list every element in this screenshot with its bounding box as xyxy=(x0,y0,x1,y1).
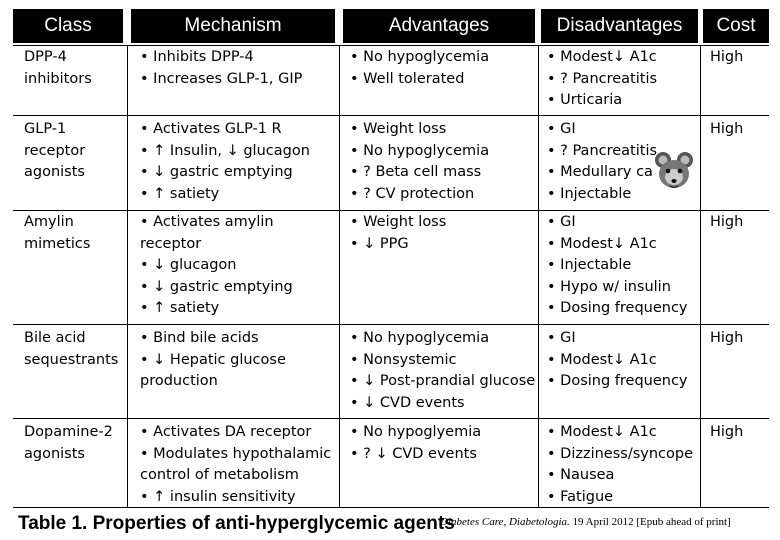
header-class: Class xyxy=(13,9,123,43)
citation-date: 19 April 2012 [Epub ahead of print] xyxy=(569,516,731,528)
class-cell-line: agonists xyxy=(24,164,85,180)
column-divider xyxy=(538,45,539,507)
column-divider xyxy=(127,45,128,507)
disadvantages-cell-line: • ? Pancreatitis xyxy=(547,142,658,159)
class-cell xyxy=(24,119,85,184)
class-cell-line: agonists xyxy=(24,445,85,462)
cost-cell: High xyxy=(710,424,744,440)
mechanism-cell xyxy=(140,119,310,205)
mechanism-cell-line: • ↑ insulin sensitivity xyxy=(140,488,296,505)
advantages-cell xyxy=(350,422,481,465)
mechanism-cell-line: • ↓ glucagon xyxy=(140,257,237,273)
mechanism-cell-line: • Activates GLP-1 R xyxy=(140,121,282,137)
advantages-cell-line: • No hypoglycemia xyxy=(350,49,490,65)
advantages-cell xyxy=(350,212,446,255)
mechanism-cell-line: • Activates DA receptor xyxy=(140,424,312,440)
disadvantages-cell-line: • GI xyxy=(547,214,576,230)
mechanism-cell xyxy=(140,47,302,90)
mechanism-cell-line: • ↓ gastric emptying xyxy=(140,278,293,295)
advantages-cell-line: • No hypoglycemia xyxy=(350,142,490,159)
advantages-cell xyxy=(350,119,489,205)
disadvantages-cell-line: • Modest↓ A1c xyxy=(547,235,657,252)
disadvantages-cell-line: • Medullary ca xyxy=(547,164,653,180)
cost-cell: High xyxy=(710,49,744,65)
class-cell xyxy=(24,328,118,371)
disadvantages-cell-line: • Dizziness/syncope xyxy=(547,445,694,462)
class-cell xyxy=(24,212,90,255)
class-cell-line: DPP-4 xyxy=(24,49,67,65)
header-disadvantages: Disadvantages xyxy=(541,9,698,43)
class-cell-line: mimetics xyxy=(24,235,91,252)
cost-cell: High xyxy=(710,121,744,137)
advantages-cell-line: • ↓ PPG xyxy=(350,235,409,252)
mechanism-cell-line: • Activates amylin xyxy=(140,214,274,230)
table-caption: Table 1. Properties of anti-hyperglycemic agents xyxy=(18,513,455,534)
advantages-cell-line: • ? ↓ CVD events xyxy=(350,445,477,462)
disadvantages-cell-line: • Injectable xyxy=(547,185,632,202)
advantages-cell-line: • No hypoglycemia xyxy=(350,330,490,346)
column-divider xyxy=(339,45,340,507)
advantages-cell xyxy=(350,47,489,90)
class-cell-line: Bile acid xyxy=(24,330,86,346)
class-cell xyxy=(24,422,113,465)
disadvantages-cell-line: • GI xyxy=(547,121,576,137)
mechanism-cell-line: • Modulates hypothalamic xyxy=(140,445,332,462)
class-cell-line: Amylin xyxy=(24,214,74,230)
mechanism-cell xyxy=(140,212,293,320)
mechanism-cell-line: • ↑ Insulin, ↓ glucagon xyxy=(140,142,310,159)
citation-journals: Diabetes Care, Diabetologia. xyxy=(440,516,570,528)
advantages-cell-line: • ? CV protection xyxy=(350,185,475,202)
citation xyxy=(440,516,731,528)
mechanism-cell-line: • ↓ Hepatic glucose xyxy=(140,351,286,368)
disadvantages-cell-line: • Dosing frequency xyxy=(547,373,688,389)
disadvantages-cell-line: • Modest↓ A1c xyxy=(547,424,657,440)
disadvantages-cell-line: • GI xyxy=(547,330,576,346)
mechanism-cell-line: • Increases GLP-1, GIP xyxy=(140,70,303,87)
mechanism-cell-line: receptor xyxy=(140,235,202,252)
mechanism-cell-line: • Bind bile acids xyxy=(140,330,259,346)
advantages-cell-line: • Weight loss xyxy=(350,214,447,230)
class-cell-line: GLP-1 xyxy=(24,121,67,137)
disadvantages-cell xyxy=(547,328,688,393)
advantages-cell-line: • ? Beta cell mass xyxy=(350,164,482,180)
disadvantages-cell xyxy=(547,47,657,112)
header-cost: Cost xyxy=(703,9,769,43)
disadvantages-cell-line: • Urticaria xyxy=(547,92,623,108)
advantages-cell-line: • No hypoglyemia xyxy=(350,424,482,440)
advantages-cell xyxy=(350,328,535,414)
disadvantages-cell-line: • Fatigue xyxy=(547,488,614,505)
disadvantages-cell-line: • Nausea xyxy=(547,467,615,483)
advantages-cell-line: • ↓ Post-prandial glucose xyxy=(350,373,536,389)
mechanism-cell-line: • ↑ satiety xyxy=(140,300,220,316)
advantages-cell-line: • ↓ CVD events xyxy=(350,394,465,411)
header-mechanism: Mechanism xyxy=(131,9,335,43)
class-cell xyxy=(24,47,92,90)
advantages-cell-line: • Well tolerated xyxy=(350,70,465,87)
mechanism-cell-line: • ↑ satiety xyxy=(140,185,220,202)
mechanism-cell xyxy=(140,328,286,393)
mechanism-cell-line: • Inhibits DPP-4 xyxy=(140,49,254,65)
disadvantages-cell xyxy=(547,422,693,508)
disadvantages-cell-line: • Modest↓ A1c xyxy=(547,49,657,65)
column-divider xyxy=(700,45,701,507)
advantages-cell-line: • Weight loss xyxy=(350,121,447,137)
mechanism-cell-line: control of metabolism xyxy=(140,467,299,483)
disadvantages-cell-line: • ? Pancreatitis xyxy=(547,70,658,87)
disadvantages-cell-line: • Dosing frequency xyxy=(547,300,688,316)
advantages-cell-line: • Nonsystemic xyxy=(350,351,457,368)
disadvantages-cell xyxy=(547,212,688,320)
mouse-icon xyxy=(652,150,696,194)
cost-cell: High xyxy=(710,214,744,230)
class-cell-line: receptor xyxy=(24,142,86,159)
disadvantages-cell xyxy=(547,119,657,205)
disadvantages-cell-line: • Hypo w/ insulin xyxy=(547,278,671,295)
disadvantages-cell-line: • Injectable xyxy=(547,257,632,273)
mechanism-cell-line: • ↓ gastric emptying xyxy=(140,164,293,180)
class-cell-line: inhibitors xyxy=(24,70,92,87)
mechanism-cell xyxy=(140,422,331,508)
disadvantages-cell-line: • Modest↓ A1c xyxy=(547,351,657,368)
class-cell-line: sequestrants xyxy=(24,351,119,368)
cost-cell: High xyxy=(710,330,744,346)
class-cell-line: Dopamine-2 xyxy=(24,424,113,440)
mechanism-cell-line: production xyxy=(140,373,218,389)
header-advantages: Advantages xyxy=(343,9,535,43)
